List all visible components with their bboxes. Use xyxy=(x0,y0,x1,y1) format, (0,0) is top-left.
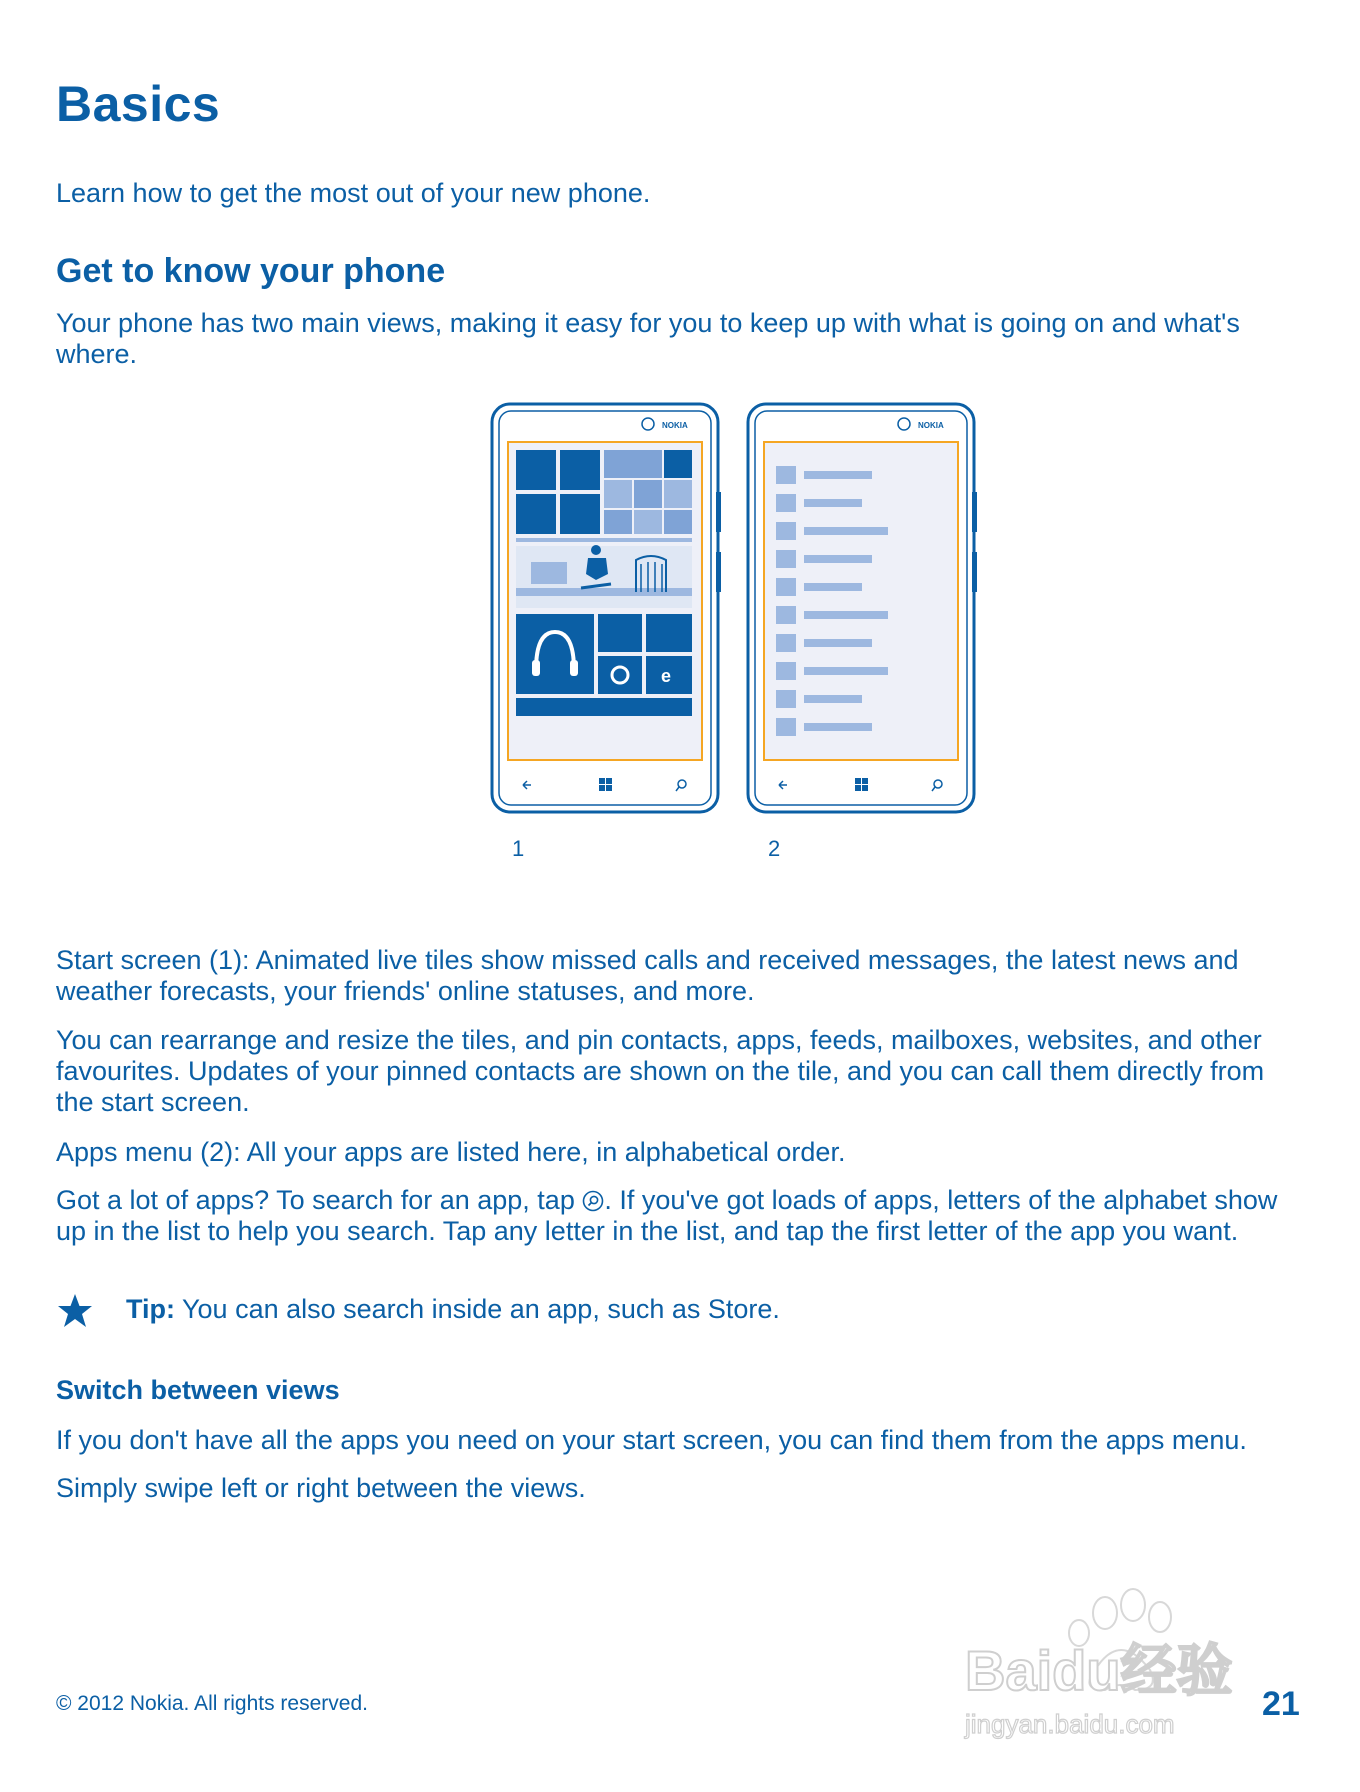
tip-text xyxy=(126,1294,780,1325)
section-title: Get to know your phone xyxy=(56,252,446,290)
subsection-title: Switch between views xyxy=(56,1375,340,1405)
tip-label: Tip: xyxy=(126,1294,175,1324)
phones-svg xyxy=(436,402,996,862)
rearrange-paragraph: You can rearrange and resize the tiles, and pin contacts, apps, feeds, mailboxes, websites, and other favourites. Updates of your pinned contacts are shown on the tile, and you can call them directly from the start screen. xyxy=(56,1025,1265,1117)
phone-illustration xyxy=(436,402,996,862)
watermark-brand: Baidu经验 xyxy=(965,1639,1233,1702)
switch-views-paragraph-2: Simply swipe left or right between the views. xyxy=(56,1473,586,1503)
intro-text: Learn how to get the most out of your new phone. xyxy=(56,178,651,208)
page-heading: Basics xyxy=(56,76,221,132)
search-paragraph xyxy=(56,1185,1306,1247)
star-icon xyxy=(56,1292,94,1330)
search-icon xyxy=(582,1190,604,1212)
tip-body: You can also search inside an app, such as Store. xyxy=(175,1294,780,1324)
start-screen-paragraph: Start screen (1): Animated live tiles show missed calls and received messages, the latest news and weather forecasts, your friends' online statuses, and more. xyxy=(56,945,1239,1006)
apps-menu-paragraph: Apps menu (2): All your apps are listed here, in alphabetical order. xyxy=(56,1137,846,1167)
watermark-url: jingyan.baidu.com xyxy=(965,1709,1175,1739)
figure-label-1: 1 xyxy=(512,836,525,861)
section-lead: Your phone has two main views, making it easy for you to keep up with what is going on and what's where. xyxy=(56,308,1240,369)
switch-views-paragraph-1: If you don't have all the apps you need on your start screen, you can find them from the apps menu. xyxy=(56,1425,1247,1455)
page-number: 21 xyxy=(1262,1685,1300,1723)
search-paragraph-start: Got a lot of apps? To search for an app, tap xyxy=(56,1185,583,1215)
phone-start-screen xyxy=(492,404,721,812)
phone-apps-menu xyxy=(748,404,977,812)
baidu-watermark-logo xyxy=(955,1575,1285,1740)
figure-label-2: 2 xyxy=(768,836,781,861)
tip-row xyxy=(56,1292,1306,1332)
svg-text:e: e xyxy=(661,666,672,686)
phone1-brand: NOKIA xyxy=(662,421,688,430)
phone2-brand: NOKIA xyxy=(918,421,944,430)
copyright-text: © 2012 Nokia. All rights reserved. xyxy=(56,1692,368,1715)
search-paragraph-end: . If you've got loads of apps, letters of the alphabet show up in the list to help you search. Tap any letter in the list, and tap the first letter of the app you want. xyxy=(56,1185,1278,1246)
